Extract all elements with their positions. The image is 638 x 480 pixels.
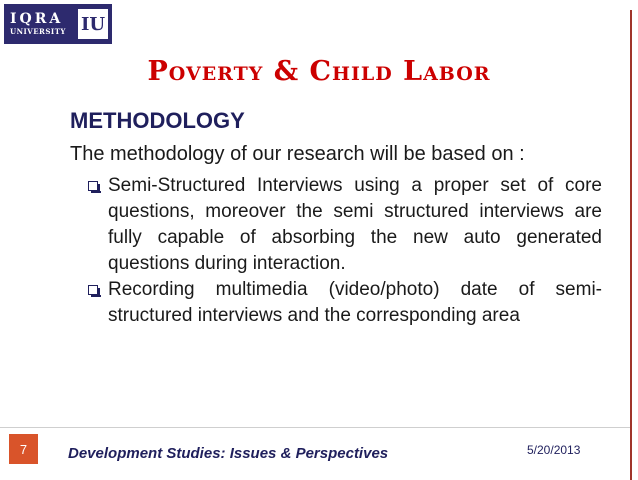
logo-line-1: IQRA bbox=[10, 11, 64, 27]
logo-mark bbox=[74, 4, 112, 44]
section-heading: METHODOLOGY bbox=[70, 108, 245, 133]
checkbox-bullet-icon bbox=[88, 285, 98, 295]
footer-divider bbox=[0, 427, 630, 428]
bullet-text: Recording multimedia (video/photo) date of semi-structured interviews and the corresponding area bbox=[108, 279, 602, 326]
checkbox-bullet-icon bbox=[88, 181, 98, 191]
university-logo bbox=[4, 4, 112, 44]
footer-text: Development Studies: Issues & Perspectives bbox=[68, 445, 389, 462]
footer-date: 5/20/2013 bbox=[527, 443, 581, 457]
slide-title: Poverty & Child Labor bbox=[147, 56, 491, 87]
logo-mark-text: IU bbox=[78, 9, 108, 39]
page-number: 7 bbox=[9, 434, 38, 464]
intro-text: The methodology of our research will be based on : bbox=[70, 143, 525, 165]
bullet-text: Semi-Structured Interviews using a proper set of core questions, moreover the semi structured interviews are fully capable of absorbing the new auto generated questions during interaction. bbox=[108, 175, 602, 274]
bullet-item bbox=[86, 277, 602, 329]
logo-text bbox=[4, 4, 74, 44]
bullet-item bbox=[86, 173, 602, 277]
bullet-list bbox=[86, 173, 602, 329]
logo-line-2: UNIVERSITY bbox=[10, 27, 66, 36]
